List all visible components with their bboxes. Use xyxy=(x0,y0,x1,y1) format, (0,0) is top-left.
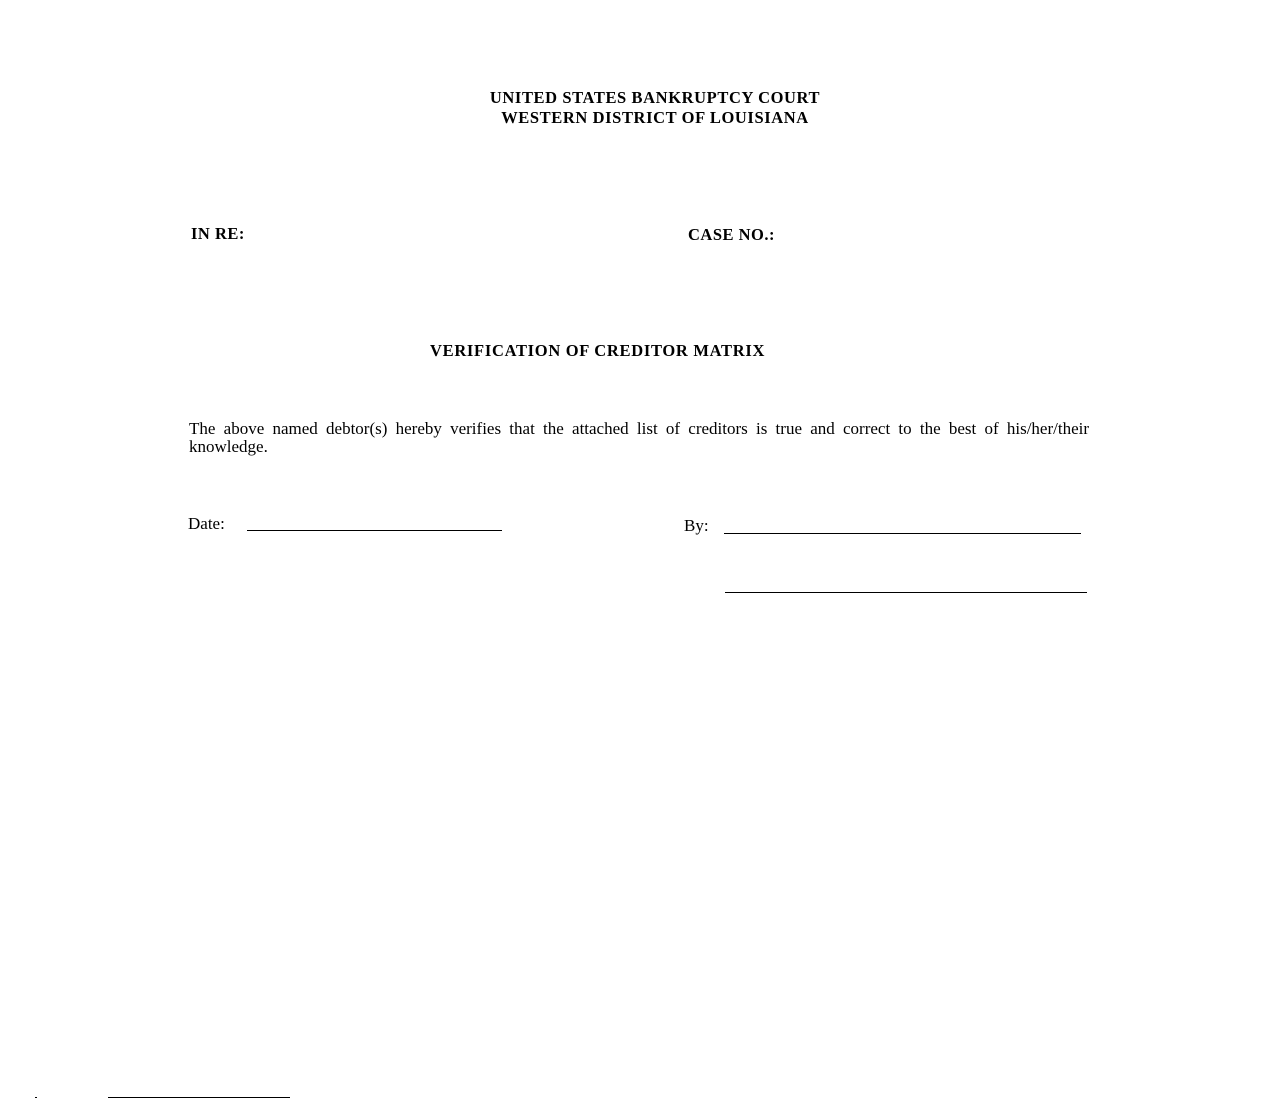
document-title: VERIFICATION OF CREDITOR MATRIX xyxy=(430,341,766,360)
footer-rule xyxy=(108,1097,290,1098)
verification-text: The above named debtor(s) hereby verifies that the attached list of creditors is true and correct to the best of his/her/their knowledge. xyxy=(189,419,1089,456)
in-re-label: IN RE: xyxy=(191,224,245,243)
by-label: By: xyxy=(684,516,709,535)
second-signature-line[interactable] xyxy=(725,592,1087,593)
date-signature-line[interactable] xyxy=(247,530,502,531)
court-name: UNITED STATES BANKRUPTCY COURT xyxy=(489,88,821,107)
date-label: Date: xyxy=(188,514,225,533)
scan-artifact xyxy=(35,1097,37,1098)
by-signature-line[interactable] xyxy=(724,533,1081,534)
case-no-label: CASE NO.: xyxy=(688,225,776,244)
district-name: WESTERN DISTRICT OF LOUISIANA xyxy=(501,108,809,127)
